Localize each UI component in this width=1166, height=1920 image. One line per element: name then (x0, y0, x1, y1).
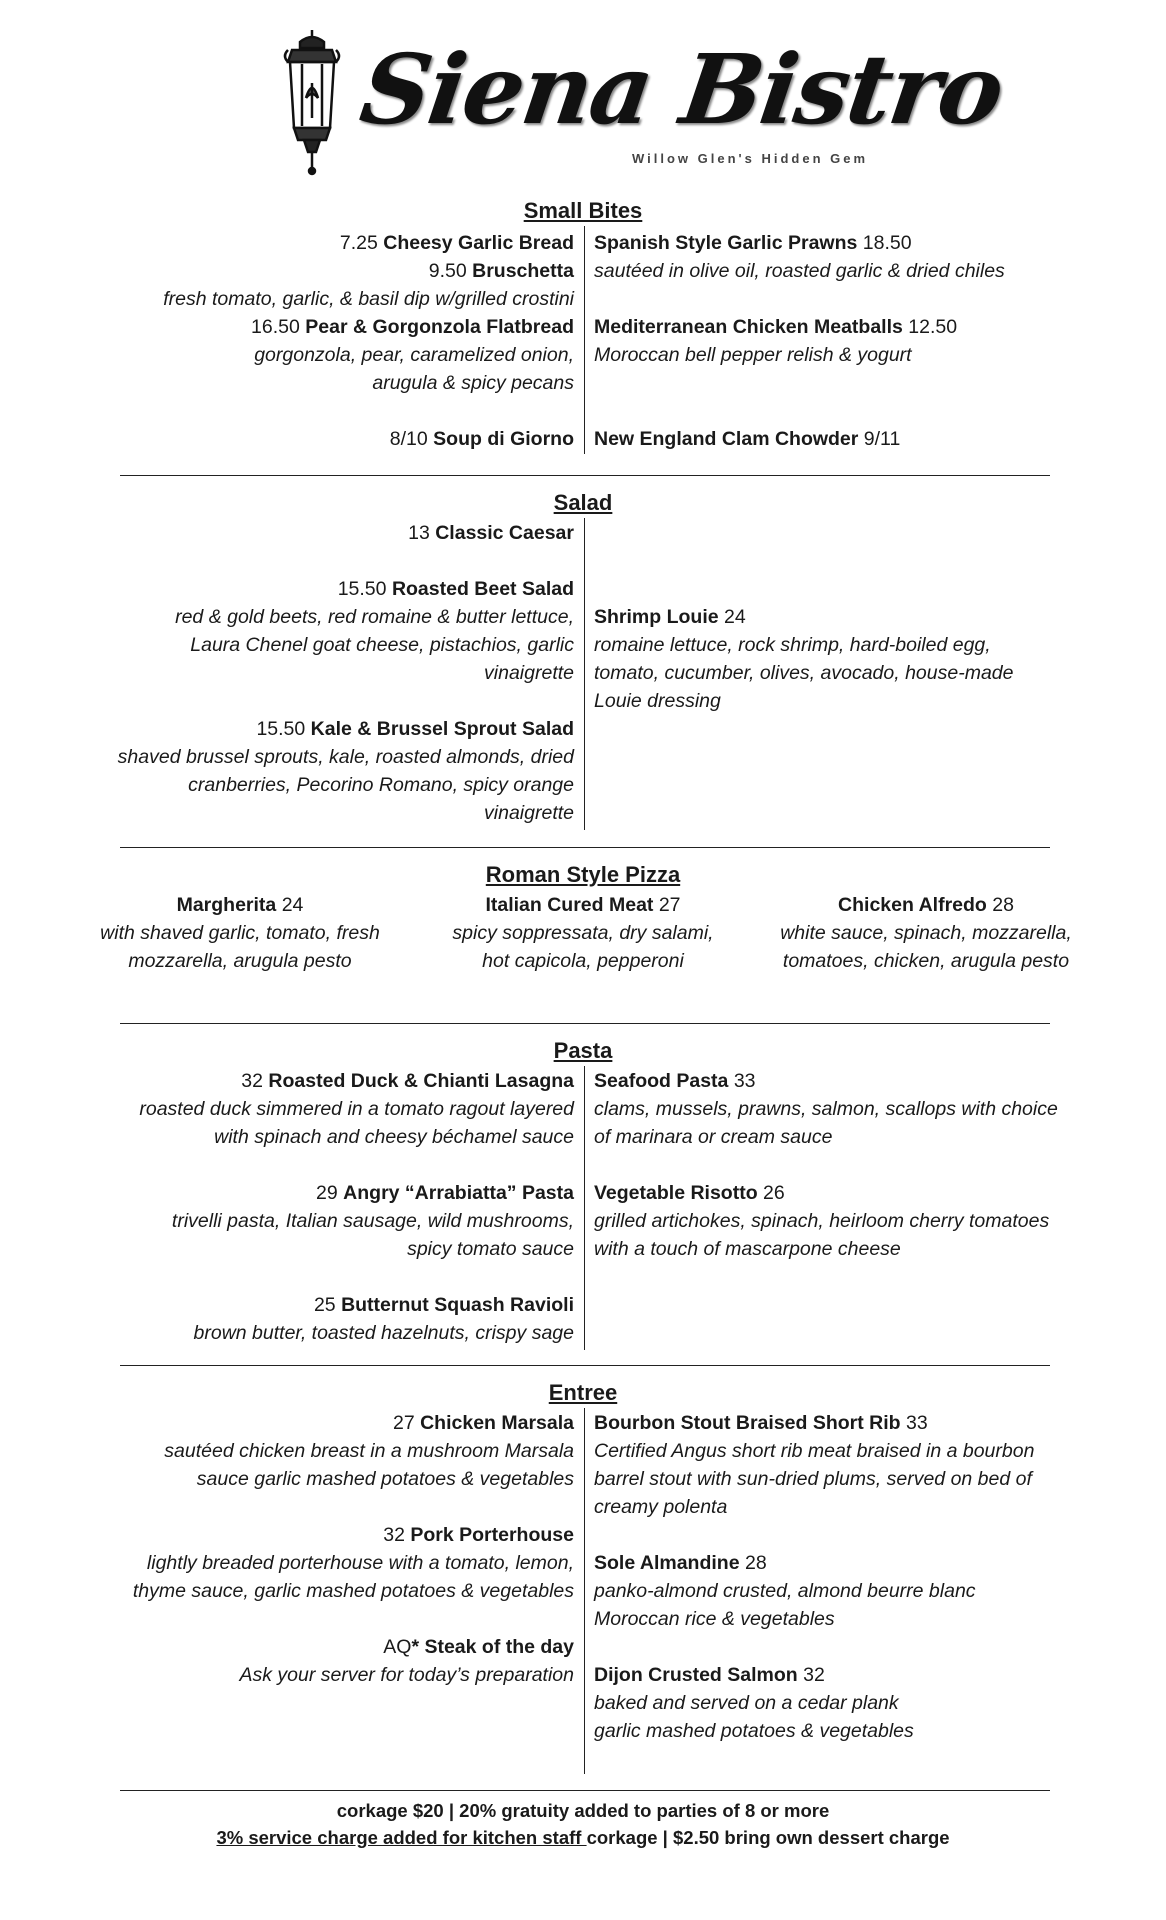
item-description: creamy polenta (594, 1496, 728, 1518)
menu-item: 8/10 Soup di Giorno (389, 428, 574, 450)
menu-item: AQ* Steak of the day (383, 1636, 574, 1658)
section-divider (120, 1790, 1050, 1791)
column-divider (584, 518, 585, 830)
footer-service-note: 3% service charge added for kitchen staff corkage | $2.50 bring own dessert charge (216, 1827, 950, 1848)
item-description: baked and served on a cedar plank (594, 1692, 899, 1714)
item-description: hot capicola, pepperoni (482, 950, 684, 972)
item-description: tomato, cucumber, olives, avocado, house-made (594, 662, 1014, 684)
item-description: Louie dressing (594, 690, 721, 712)
menu-item: 27 Chicken Marsala (392, 1412, 574, 1434)
menu-item: 16.50 Pear & Gorgonzola Flatbread (251, 316, 574, 338)
item-description: panko-almond crusted, almond beurre blanc (594, 1580, 976, 1602)
section-title-salad: Salad (553, 490, 613, 515)
section-divider (120, 847, 1050, 848)
item-description: garlic mashed potatoes & vegetables (594, 1720, 914, 1742)
menu-item: 15.50 Kale & Brussel Sprout Salad (256, 718, 574, 740)
item-description: vinaigrette (484, 802, 574, 824)
item-description: Moroccan bell pepper relish & yogurt (594, 344, 912, 366)
section-title-pizza: Roman Style Pizza (485, 862, 681, 887)
item-description: gorgonzola, pear, caramelized onion, (254, 344, 574, 366)
column-divider (584, 1066, 585, 1350)
menu-item: 32 Pork Porterhouse (383, 1524, 574, 1546)
item-description: trivelli pasta, Italian sausage, wild mushrooms, (171, 1210, 574, 1232)
menu-item: 25 Butternut Squash Ravioli (313, 1294, 574, 1316)
menu-item: Sole Almandine 28 (594, 1552, 767, 1574)
item-description: spicy tomato sauce (407, 1238, 574, 1260)
menu-item: Margherita 24 (176, 894, 304, 916)
item-description: cranberries, Pecorino Romano, spicy orange (188, 774, 574, 796)
menu-item: Spanish Style Garlic Prawns 18.50 (594, 232, 912, 254)
menu-item: New England Clam Chowder 9/11 (594, 428, 901, 450)
item-description: with spinach and cheesy béchamel sauce (214, 1126, 574, 1148)
section-title-pasta: Pasta (553, 1038, 613, 1063)
brand-tagline: Willow Glen's Hidden Gem (632, 151, 869, 166)
menu-item: Seafood Pasta 33 (594, 1070, 756, 1092)
item-description: with shaved garlic, tomato, fresh (100, 922, 380, 944)
item-description: sautéed in olive oil, roasted garlic & dried chiles (594, 260, 1005, 282)
menu-item: 7.25 Cheesy Garlic Bread (339, 232, 574, 254)
item-description: tomatoes, chicken, arugula pesto (782, 950, 1070, 972)
column-divider (584, 1408, 585, 1774)
menu-item: 9.50 Bruschetta (428, 260, 574, 282)
item-description: white sauce, spinach, mozzarella, (780, 922, 1072, 944)
menu-item: 13 Classic Caesar (408, 522, 574, 544)
menu-item: Italian Cured Meat 27 (485, 894, 681, 916)
lantern-logo-icon (280, 28, 344, 176)
menu-item: Mediterranean Chicken Meatballs 12.50 (594, 316, 958, 338)
menu-item: 29 Angry “Arrabiatta” Pasta (316, 1182, 574, 1204)
section-title-small-bites: Small Bites (523, 198, 643, 223)
item-description: fresh tomato, garlic, & basil dip w/grilled crostini (163, 288, 574, 310)
item-description: vinaigrette (484, 662, 574, 684)
item-description: Moroccan rice & vegetables (594, 1608, 835, 1630)
item-description: romaine lettuce, rock shrimp, hard-boiled egg, (594, 634, 991, 656)
item-description: Certified Angus short rib meat braised in a bourbon (594, 1440, 1035, 1462)
item-description: sauce garlic mashed potatoes & vegetables (196, 1468, 574, 1490)
item-description: shaved brussel sprouts, kale, roasted almonds, dried (117, 746, 574, 768)
menu-item: 15.50 Roasted Beet Salad (337, 578, 574, 600)
item-description: thyme sauce, garlic mashed potatoes & vegetables (132, 1580, 574, 1602)
menu-item: Shrimp Louie 24 (594, 606, 746, 628)
menu-item: Vegetable Risotto 26 (594, 1182, 785, 1204)
item-description: brown butter, toasted hazelnuts, crispy sage (193, 1322, 574, 1344)
footer-corkage-note: corkage $20 | 20% gratuity added to parties of 8 or more (336, 1800, 830, 1821)
item-description: lightly breaded porterhouse with a tomato, lemon, (146, 1552, 574, 1574)
menu-item: Dijon Crusted Salmon 32 (594, 1664, 825, 1686)
item-description: arugula & spicy pecans (372, 372, 574, 394)
menu-item: 32 Roasted Duck & Chianti Lasagna (241, 1070, 574, 1092)
section-divider (120, 475, 1050, 476)
item-description: spicy soppressata, dry salami, (452, 922, 714, 944)
section-divider (120, 1023, 1050, 1024)
brand-name: Siena Bistro (354, 33, 1009, 146)
item-description: clams, mussels, prawns, salmon, scallops with choice (594, 1098, 1058, 1120)
menu-item: Chicken Alfredo 28 (838, 894, 1014, 916)
item-description: Ask your server for today’s preparation (239, 1664, 574, 1686)
item-description: grilled artichokes, spinach, heirloom cherry tomatoes (594, 1210, 1050, 1232)
item-description: sautéed chicken breast in a mushroom Marsala (164, 1440, 574, 1462)
menu-item: Bourbon Stout Braised Short Rib 33 (594, 1412, 928, 1434)
item-description: red & gold beets, red romaine & butter lettuce, (175, 606, 574, 628)
item-description: mozzarella, arugula pesto (128, 950, 352, 972)
item-description: with a touch of mascarpone cheese (594, 1238, 901, 1260)
item-description: Laura Chenel goat cheese, pistachios, garlic (190, 634, 574, 656)
section-title-entree: Entree (548, 1380, 618, 1405)
column-divider (584, 226, 585, 454)
section-divider (120, 1365, 1050, 1366)
item-description: roasted duck simmered in a tomato ragout layered (139, 1098, 574, 1120)
item-description: of marinara or cream sauce (594, 1126, 833, 1148)
item-description: barrel stout with sun-dried plums, served on bed of (594, 1468, 1032, 1490)
